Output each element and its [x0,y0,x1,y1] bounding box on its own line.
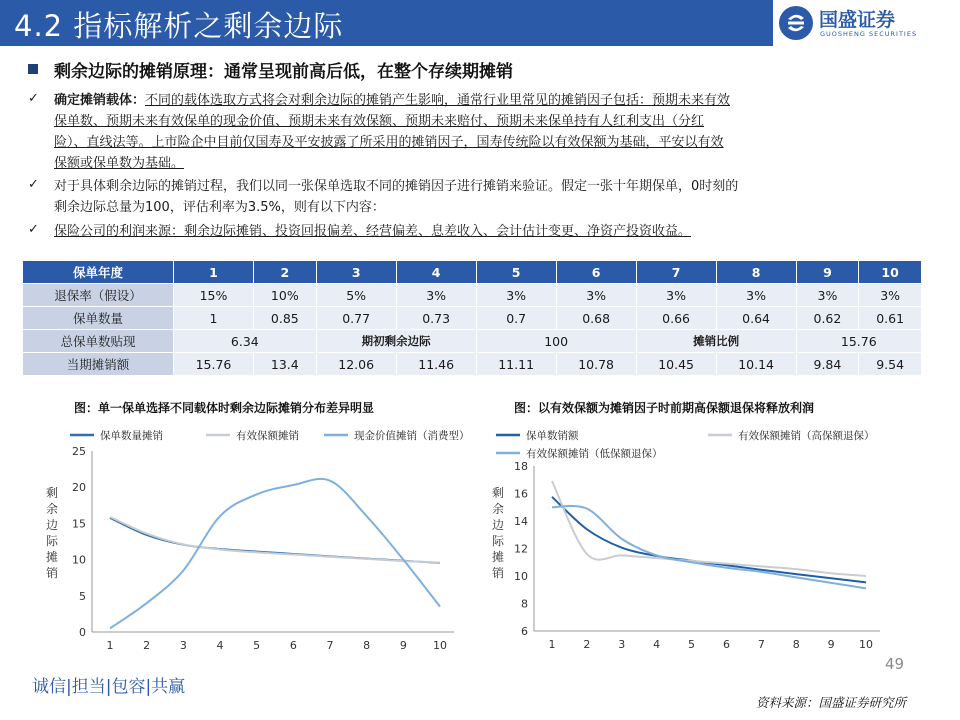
year-cell: 8 [716,261,796,284]
series-line [552,481,866,576]
table-cell: 13.4 [253,353,316,376]
bullet-1-text: 不同的载体选取方式将会对剩余边际的摊销产生影响，通常行业里常见的摊销因子包括：预期未来有效 [145,93,731,108]
y-tick-label: 18 [514,460,528,473]
x-tick-label: 7 [326,639,334,652]
bullet-2-line-2: 剩余边际总量为100，评估利率为3.5%，则有以下内容： [54,200,385,215]
table-header-label: 保单年度 [23,261,174,284]
table-cell: 6.34 [174,330,317,353]
x-tick-label: 2 [583,638,591,651]
y-tick-label: 10 [514,570,528,583]
table-cell: 3% [796,284,859,307]
slide-title: 4.2 指标解析之剩余边际 [14,9,344,43]
chart-left-title: 图：单一保单选择不同载体时剩余边际摊销分布差异明显 [74,401,375,415]
table-cell: 3% [476,284,556,307]
check-icon: ✓ [28,177,39,192]
bullet-1-bold: 确定摊销载体： [54,93,146,108]
table-row [23,284,922,307]
table-cell: 0.66 [636,307,716,330]
year-cell: 10 [859,261,922,284]
table-cell: 1 [174,307,254,330]
x-tick-label: 3 [618,638,626,651]
legend-label: 保单数量摊销 [100,430,163,442]
x-tick-label: 9 [399,639,407,652]
legend-label: 保单数销额 [526,430,579,442]
table-cell: 0.73 [396,307,476,330]
row-label: 总保单数贴现 [23,330,174,353]
year-cell: 6 [556,261,636,284]
table-cell: 15% [174,284,254,307]
legend-label: 现金价值摊销（消费型） [354,430,470,442]
row-label: 退保率（假设） [23,284,174,307]
table-cell: 10.14 [716,353,796,376]
year-cell: 5 [476,261,556,284]
table-row [23,330,922,353]
row-label: 当期摊销额 [23,353,174,376]
x-tick-label: 7 [757,638,765,651]
table-cell: 3% [716,284,796,307]
x-tick-label: 10 [859,638,873,651]
x-tick-label: 4 [216,639,224,652]
company-logo [773,0,960,46]
bullet-1-line-1 [54,90,730,112]
chart-right-ylabel: 剩 余 边 际 摊 销 [491,486,504,580]
logo-name: 国盛证券 [819,9,896,31]
legend-label: 有效保额摊销（低保额退保） [526,448,663,460]
check-icon: ✓ [28,222,39,237]
x-tick-label: 1 [548,638,556,651]
table-header-row [23,261,922,284]
footer-motto: 诚信|担当|包容|共赢 [32,677,186,697]
chart-right [490,418,910,658]
y-tick-label: 12 [514,542,528,556]
source-note: 资料来源：国盛证券研究所 [756,695,907,710]
row-label: 保单数量 [23,307,174,330]
table-cell: 3% [636,284,716,307]
chart-right-title: 图：以有效保额为摊销因子时前期高保额退保将释放利润 [514,401,815,415]
table-cell: 0.61 [859,307,922,330]
table-cell: 期初剩余边际 [316,330,476,353]
x-tick-label: 10 [433,639,447,652]
table-cell: 0.62 [796,307,859,330]
table-cell: 9.84 [796,353,859,376]
y-tick-label: 8 [521,597,528,611]
table-cell: 5% [316,284,396,307]
table-cell: 12.06 [316,353,396,376]
series-line [110,518,440,563]
legend-label: 有效保额摊销（高保额退保） [738,430,875,442]
table-cell: 3% [556,284,636,307]
y-tick-label: 25 [72,445,86,458]
table-cell: 0.77 [316,307,396,330]
year-cell: 7 [636,261,716,284]
y-tick-label: 20 [72,481,86,495]
y-tick-label: 5 [79,589,86,603]
year-cell: 4 [396,261,476,284]
table-cell: 10% [253,284,316,307]
logo-subtitle: GUOSHENG SECURITIES [820,30,918,38]
x-tick-label: 4 [653,638,661,651]
table-cell: 0.68 [556,307,636,330]
table-cell: 3% [859,284,922,307]
x-tick-label: 6 [289,639,297,652]
year-cell: 3 [316,261,396,284]
table-cell: 9.54 [859,353,922,376]
y-tick-label: 10 [72,553,86,567]
year-cell: 9 [796,261,859,284]
table-row [23,307,922,330]
bullet-1-line-4: 保额或保单数为基础。 [54,156,185,171]
check-icon: ✓ [28,91,39,106]
series-line [552,497,866,583]
table-cell: 摊销比例 [636,330,796,353]
year-cell: 1 [174,261,254,284]
logo-mark-icon [777,4,815,42]
table-row [23,353,922,376]
table-cell: 100 [476,330,636,353]
table-cell: 15.76 [796,330,921,353]
y-tick-label: 14 [514,515,528,528]
table-cell: 10.45 [636,353,716,376]
table-cell: 10.78 [556,353,636,376]
header-bar [0,0,960,46]
y-tick-label: 16 [514,487,528,501]
x-tick-label: 3 [179,639,187,652]
page-number: 49 [885,655,905,673]
bullet-1-line-2: 保单数、预期未来有效保单的现金价值、预期未来有效保额、预期未来赔付、预期未来保单持有人红利支出（分红 [54,114,705,129]
section-title: 剩余边际的摊销原理：通常呈现前高后低，在整个存续期摊销 [54,62,513,82]
table-cell: 0.85 [253,307,316,330]
bullet-2-line-1: 对于具体剩余边际的摊销过程，我们以同一张保单选取不同的摊销因子进行摊销来验证。假定一张十年期保单，0时刻的 [54,179,739,194]
table-cell: 0.7 [476,307,556,330]
x-tick-label: 8 [363,639,371,652]
x-tick-label: 5 [688,638,696,651]
x-tick-label: 2 [143,639,151,652]
table-cell: 15.76 [174,353,254,376]
x-tick-label: 8 [792,638,800,651]
y-tick-label: 6 [521,625,528,638]
year-cell: 2 [253,261,316,284]
table-cell: 3% [396,284,476,307]
chart-left [56,418,476,658]
table-cell: 11.46 [396,353,476,376]
table-cell: 0.64 [716,307,796,330]
legend-label: 有效保额摊销 [236,430,299,442]
bullet-1-line-3: 险）、直线法等。上市险企中目前仅国寿及平安披露了所采用的摊销因子，国寿传统险以有效保额为基础，平安以有效 [54,135,724,150]
bullet-3: 保险公司的利润来源：剩余边际摊销、投资回报偏差、经营偏差、息差收入、会计估计变更、净资产投资收益。 [54,224,692,239]
square-bullet-icon [28,64,38,74]
x-tick-label: 9 [827,638,835,651]
chart-left-ylabel: 剩 余 边 际 摊 销 [45,486,58,580]
y-tick-label: 15 [72,517,86,531]
y-tick-label: 0 [79,626,86,639]
x-tick-label: 5 [253,639,261,652]
table-cell: 11.11 [476,353,556,376]
amortization-table [22,260,922,376]
x-tick-label: 1 [106,639,114,652]
x-tick-label: 6 [722,638,730,651]
